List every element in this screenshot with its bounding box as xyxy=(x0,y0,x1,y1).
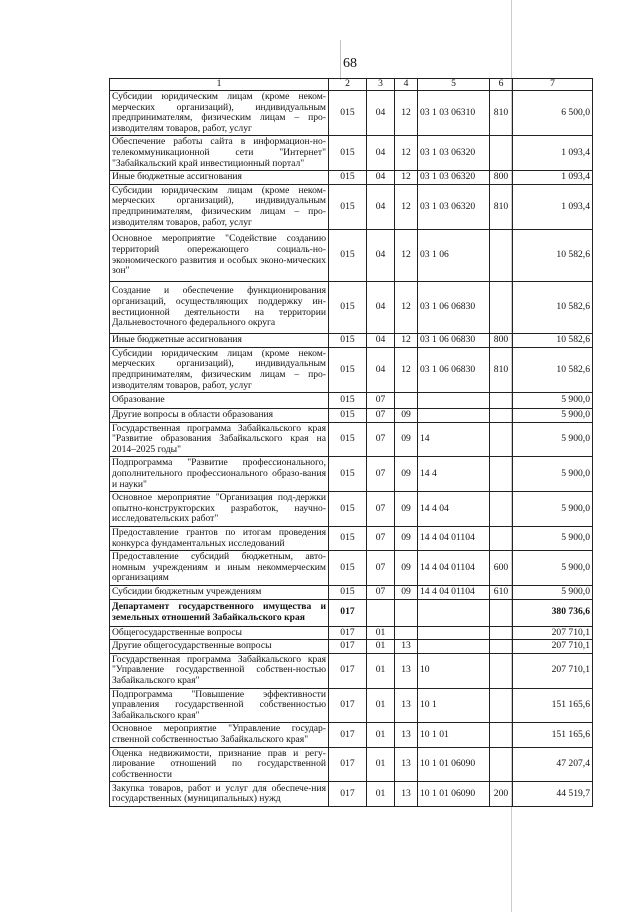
section-cell: 04 xyxy=(367,184,395,229)
row-name-cell: Иные бюджетные ассигнования xyxy=(110,334,329,348)
amount-cell: 5 900,0 xyxy=(513,492,593,527)
target-article-cell xyxy=(418,599,490,626)
target-article-cell: 10 1 01 06090 xyxy=(418,782,490,807)
table-row xyxy=(110,282,593,334)
row-name-cell: Субсидии бюджетным учреждениям xyxy=(110,586,329,600)
amount-cell: 5 900,0 xyxy=(513,586,593,600)
target-article-cell: 03 1 03 06320 xyxy=(418,171,490,185)
expense-type-cell xyxy=(490,422,513,457)
row-name-cell: Создание и обеспечение функционирования организаций, осуществляющих поддержку ин-вестиционной деятельности на территории Дальневосточного федерального округа xyxy=(110,282,329,334)
subsection-cell: 12 xyxy=(395,347,418,392)
row-name-cell: Субсидии юридическим лицам (кроме неком-мерческих организаций), индивидуальным предпринимателям, физическим лицам – про-изводителям товаров, работ, услуг xyxy=(110,184,329,229)
amount-cell: 1 093,4 xyxy=(513,136,593,171)
expense-type-cell: 600 xyxy=(490,551,513,586)
gov-code-cell: 015 xyxy=(329,586,367,600)
subsection-cell xyxy=(395,393,418,409)
row-name-cell: Общегосударственные вопросы xyxy=(110,626,329,640)
gov-code-cell: 015 xyxy=(329,91,367,136)
gov-code-cell: 017 xyxy=(329,688,367,723)
table-row xyxy=(110,422,593,457)
expense-type-cell xyxy=(490,409,513,423)
gov-code-cell: 015 xyxy=(329,492,367,527)
table-row xyxy=(110,409,593,423)
table-row xyxy=(110,230,593,282)
subsection-cell: 12 xyxy=(395,91,418,136)
expense-type-cell: 800 xyxy=(490,334,513,348)
expense-type-cell: 800 xyxy=(490,171,513,185)
amount-cell: 151 165,6 xyxy=(513,723,593,747)
gov-code-cell: 015 xyxy=(329,551,367,586)
row-name-cell: Субсидии юридическим лицам (кроме неком-мерческих организаций), индивидуальным предпринимателям, физическим лицам – про-изводителям товаров, работ, услуг xyxy=(110,91,329,136)
row-name-cell: Государственная программа Забайкальского края "Управление государственной собствен-ностью Забайкальского края" xyxy=(110,653,329,688)
section-cell: 01 xyxy=(367,723,395,747)
page-number: 68 xyxy=(343,56,357,71)
budget-table xyxy=(109,78,593,807)
column-header: 6 xyxy=(490,79,513,91)
amount-cell: 151 165,6 xyxy=(513,688,593,723)
subsection-cell: 09 xyxy=(395,422,418,457)
gov-code-cell: 015 xyxy=(329,171,367,185)
subsection-cell: 12 xyxy=(395,136,418,171)
row-name-cell: Основное мероприятие "Организация под-держки опытно-конструкторских разработок, научно-исследовательских работ" xyxy=(110,492,329,527)
amount-cell: 10 582,6 xyxy=(513,230,593,282)
gov-code-cell: 015 xyxy=(329,457,367,492)
amount-cell: 5 900,0 xyxy=(513,409,593,423)
target-article-cell xyxy=(418,640,490,654)
section-cell: 07 xyxy=(367,492,395,527)
target-article-cell: 03 1 06 06830 xyxy=(418,334,490,348)
gov-code-cell: 015 xyxy=(329,282,367,334)
target-article-cell: 03 1 06 06830 xyxy=(418,282,490,334)
section-cell: 07 xyxy=(367,409,395,423)
section-cell: 01 xyxy=(367,653,395,688)
row-name-cell: Основное мероприятие "Содействие созданию территорий опережающего социаль-но-экономического развития и особых эконо-мических зон" xyxy=(110,230,329,282)
target-article-cell xyxy=(418,626,490,640)
target-article-cell: 03 1 03 06320 xyxy=(418,184,490,229)
table-row xyxy=(110,626,593,640)
subsection-cell: 12 xyxy=(395,171,418,185)
section-cell: 01 xyxy=(367,782,395,807)
gov-code-cell: 015 xyxy=(329,184,367,229)
section-cell: 04 xyxy=(367,230,395,282)
target-article-cell: 10 1 01 xyxy=(418,723,490,747)
row-name-cell: Государственная программа Забайкальского края "Развитие образования Забайкальского края на 2014–2025 годы" xyxy=(110,422,329,457)
amount-cell: 10 582,6 xyxy=(513,282,593,334)
table-row xyxy=(110,640,593,654)
row-name-cell: Департамент государственного имущества и земельных отношений Забайкальского края xyxy=(110,599,329,626)
target-article-cell: 14 4 04 01104 xyxy=(418,586,490,600)
subsection-cell: 09 xyxy=(395,457,418,492)
row-name-cell: Предоставление грантов по итогам проведения конкурса фундаментальных исследований xyxy=(110,527,329,551)
amount-cell: 5 900,0 xyxy=(513,422,593,457)
column-header: 7 xyxy=(513,79,593,91)
subsection-cell: 09 xyxy=(395,492,418,527)
row-name-cell: Закупка товаров, работ и услуг для обеспече-ния государственных (муниципальных) нужд xyxy=(110,782,329,807)
section-cell: 04 xyxy=(367,171,395,185)
section-cell: 01 xyxy=(367,747,395,782)
expense-type-cell: 810 xyxy=(490,347,513,392)
subsection-cell: 12 xyxy=(395,334,418,348)
subsection-cell: 09 xyxy=(395,409,418,423)
target-article-cell: 14 4 04 01104 xyxy=(418,527,490,551)
expense-type-cell xyxy=(490,393,513,409)
target-article-cell: 03 1 03 06310 xyxy=(418,91,490,136)
row-name-cell: Оценка недвижимости, признание прав и регу-лирование отношений по государственной собственности xyxy=(110,747,329,782)
table-row xyxy=(110,393,593,409)
expense-type-cell xyxy=(490,136,513,171)
amount-cell: 44 519,7 xyxy=(513,782,593,807)
section-cell: 04 xyxy=(367,334,395,348)
amount-cell: 47 207,4 xyxy=(513,747,593,782)
amount-cell: 207 710,1 xyxy=(513,626,593,640)
row-name-cell: Подпрограмма "Повышение эффективности управления государственной собственностью Забайкальского края" xyxy=(110,688,329,723)
table-row xyxy=(110,527,593,551)
section-cell: 04 xyxy=(367,136,395,171)
subsection-cell: 13 xyxy=(395,653,418,688)
section-cell: 04 xyxy=(367,347,395,392)
gov-code-cell: 017 xyxy=(329,626,367,640)
expense-type-cell xyxy=(490,747,513,782)
expense-type-cell xyxy=(490,599,513,626)
gov-code-cell: 015 xyxy=(329,136,367,171)
gov-code-cell: 015 xyxy=(329,334,367,348)
amount-cell: 1 093,4 xyxy=(513,171,593,185)
section-cell: 01 xyxy=(367,640,395,654)
amount-cell: 10 582,6 xyxy=(513,347,593,392)
table-row xyxy=(110,171,593,185)
row-name-cell: Подпрограмма "Развитие профессионального, дополнительного профессионального образо-вания и науки" xyxy=(110,457,329,492)
target-article-cell: 10 xyxy=(418,653,490,688)
row-name-cell: Обеспечение работы сайта в информацион-но-телекоммуникационной сети "Интернет" "Забайкальский край инвестиционный портал" xyxy=(110,136,329,171)
amount-cell: 1 093,4 xyxy=(513,184,593,229)
column-header: 5 xyxy=(418,79,490,91)
table-row xyxy=(110,91,593,136)
target-article-cell: 03 1 03 06320 xyxy=(418,136,490,171)
gov-code-cell: 015 xyxy=(329,422,367,457)
table-row xyxy=(110,688,593,723)
table-row xyxy=(110,334,593,348)
target-article-cell: 14 4 04 xyxy=(418,492,490,527)
expense-type-cell: 200 xyxy=(490,782,513,807)
subsection-cell: 12 xyxy=(395,230,418,282)
target-article-cell xyxy=(418,393,490,409)
expense-type-cell: 610 xyxy=(490,586,513,600)
expense-type-cell xyxy=(490,626,513,640)
table-row xyxy=(110,747,593,782)
table-row xyxy=(110,653,593,688)
expense-type-cell: 810 xyxy=(490,184,513,229)
amount-cell: 5 900,0 xyxy=(513,393,593,409)
section-cell xyxy=(367,599,395,626)
header-row xyxy=(110,79,593,91)
row-name-cell: Другие вопросы в области образования xyxy=(110,409,329,423)
section-cell: 04 xyxy=(367,91,395,136)
column-header: 1 xyxy=(110,79,329,91)
column-header: 2 xyxy=(329,79,367,91)
subsection-cell: 13 xyxy=(395,688,418,723)
amount-cell: 5 900,0 xyxy=(513,527,593,551)
subsection-cell xyxy=(395,626,418,640)
section-cell: 04 xyxy=(367,282,395,334)
expense-type-cell xyxy=(490,492,513,527)
gov-code-cell: 017 xyxy=(329,640,367,654)
table-row xyxy=(110,782,593,807)
amount-cell: 5 900,0 xyxy=(513,551,593,586)
section-cell: 01 xyxy=(367,688,395,723)
subsection-cell: 09 xyxy=(395,551,418,586)
row-name-cell: Предоставление субсидий бюджетным, авто-номным учреждениям и иным некоммерческим организациям xyxy=(110,551,329,586)
section-cell: 01 xyxy=(367,626,395,640)
expense-type-cell xyxy=(490,723,513,747)
subsection-cell: 13 xyxy=(395,640,418,654)
column-header: 4 xyxy=(395,79,418,91)
expense-type-cell xyxy=(490,282,513,334)
subsection-cell: 12 xyxy=(395,282,418,334)
gov-code-cell: 015 xyxy=(329,409,367,423)
target-article-cell: 03 1 06 06830 xyxy=(418,347,490,392)
table-row xyxy=(110,599,593,626)
section-cell: 07 xyxy=(367,586,395,600)
section-cell: 07 xyxy=(367,457,395,492)
subsection-cell: 12 xyxy=(395,184,418,229)
table-row xyxy=(110,347,593,392)
row-name-cell: Основное мероприятие "Управление государ-ственной собственностью Забайкальского края" xyxy=(110,723,329,747)
gov-code-cell: 017 xyxy=(329,747,367,782)
table-row xyxy=(110,723,593,747)
table-row xyxy=(110,551,593,586)
amount-cell: 380 736,6 xyxy=(513,599,593,626)
expense-type-cell xyxy=(490,457,513,492)
target-article-cell: 14 4 04 01104 xyxy=(418,551,490,586)
subsection-cell xyxy=(395,599,418,626)
target-article-cell: 14 4 xyxy=(418,457,490,492)
table-row xyxy=(110,492,593,527)
gov-code-cell: 015 xyxy=(329,527,367,551)
amount-cell: 207 710,1 xyxy=(513,640,593,654)
target-article-cell: 03 1 06 xyxy=(418,230,490,282)
subsection-cell: 13 xyxy=(395,747,418,782)
table-row xyxy=(110,586,593,600)
amount-cell: 10 582,6 xyxy=(513,334,593,348)
row-name-cell: Другие общегосударственные вопросы xyxy=(110,640,329,654)
section-cell: 07 xyxy=(367,422,395,457)
section-cell: 07 xyxy=(367,551,395,586)
expense-type-cell xyxy=(490,640,513,654)
target-article-cell: 10 1 xyxy=(418,688,490,723)
gov-code-cell: 017 xyxy=(329,723,367,747)
amount-cell: 5 900,0 xyxy=(513,457,593,492)
section-cell: 07 xyxy=(367,527,395,551)
row-name-cell: Субсидии юридическим лицам (кроме неком-мерческих организаций), индивидуальным предпринимателям, физическим лицам – про-изводителям товаров, работ, услуг xyxy=(110,347,329,392)
subsection-cell: 09 xyxy=(395,527,418,551)
expense-type-cell xyxy=(490,230,513,282)
expense-type-cell xyxy=(490,527,513,551)
expense-type-cell xyxy=(490,688,513,723)
column-header: 3 xyxy=(367,79,395,91)
gov-code-cell: 015 xyxy=(329,393,367,409)
target-article-cell xyxy=(418,409,490,423)
gov-code-cell: 017 xyxy=(329,782,367,807)
target-article-cell: 10 1 01 06090 xyxy=(418,747,490,782)
gov-code-cell: 015 xyxy=(329,230,367,282)
amount-cell: 6 500,0 xyxy=(513,91,593,136)
gov-code-cell: 015 xyxy=(329,347,367,392)
subsection-cell: 09 xyxy=(395,586,418,600)
gov-code-cell: 017 xyxy=(329,599,367,626)
expense-type-cell xyxy=(490,653,513,688)
gov-code-cell: 017 xyxy=(329,653,367,688)
subsection-cell: 13 xyxy=(395,723,418,747)
target-article-cell: 14 xyxy=(418,422,490,457)
table-row xyxy=(110,184,593,229)
expense-type-cell: 810 xyxy=(490,91,513,136)
section-cell: 07 xyxy=(367,393,395,409)
table-row xyxy=(110,457,593,492)
row-name-cell: Иные бюджетные ассигнования xyxy=(110,171,329,185)
amount-cell: 207 710,1 xyxy=(513,653,593,688)
subsection-cell: 13 xyxy=(395,782,418,807)
row-name-cell: Образование xyxy=(110,393,329,409)
table-row xyxy=(110,136,593,171)
